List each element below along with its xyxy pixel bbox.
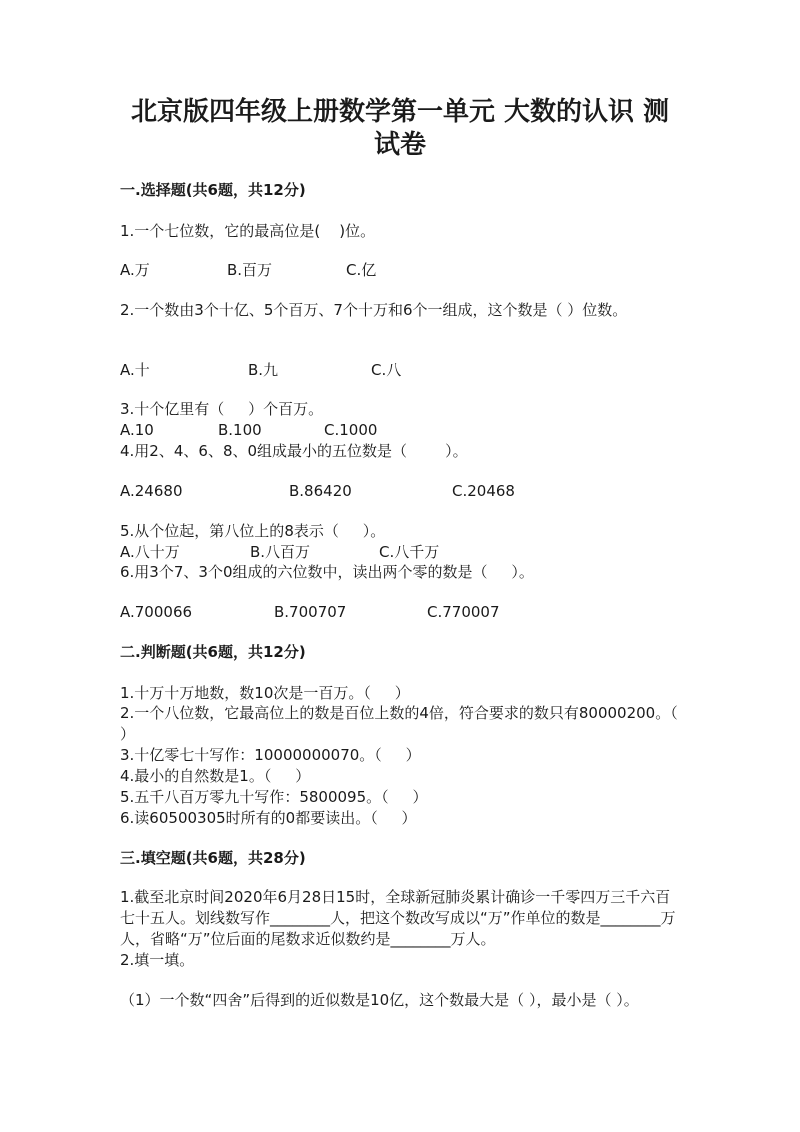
- question-text: 5.从个位起，第八位上的8表示（ ）。: [120, 522, 386, 540]
- option-b: B.100: [218, 421, 262, 439]
- question-text: 1.十万十万地数，数10次是一百万。（ ）: [120, 684, 410, 702]
- option-b: B.九: [248, 361, 279, 379]
- option-b: B.百万: [227, 261, 273, 279]
- option-c: C.亿: [346, 261, 377, 279]
- question-text: 6.用3个7、3个0组成的六位数中，读出两个零的数是（ ）。: [120, 563, 534, 581]
- option-c: C.20468: [452, 482, 515, 500]
- section-heading-judgment: 二.判断题(共6题，共12分): [120, 643, 306, 661]
- question-text: 3.十个亿里有（ ）个百万。: [120, 400, 324, 418]
- page-title: 北京版四年级上册数学第一单元 大数的认识 测试卷: [130, 97, 670, 160]
- question-text: 2.填一填。: [120, 951, 195, 969]
- option-c: C.八千万: [379, 543, 440, 561]
- question-text: 4.用2、4、6、8、0组成最小的五位数是（ ）。: [120, 442, 468, 460]
- option-a: A.700066: [120, 603, 193, 621]
- option-a: A.万: [120, 261, 150, 279]
- option-c: C.1000: [324, 421, 378, 439]
- question-text: 6.读60500305时所有的0都要读出。（ ）: [120, 809, 417, 827]
- option-a: A.八十万: [120, 543, 180, 561]
- question-text: 4.最小的自然数是1。（ ）: [120, 767, 311, 785]
- question-text: 1.截至北京时间2020年6月28日15时，全球新冠肺炎累计确诊一千零四万三千六百七十五人。划线数写作________人，把这个数改写成以“万”作单位的数是________万人，省略“万”位后面的尾数求近似数约是________万人。: [120, 888, 676, 948]
- question-text: 3.十亿零七十写作：10000000070。（ ）: [120, 746, 421, 764]
- option-b: B.700707: [274, 603, 347, 621]
- question-text: （1）一个数“四舍”后得到的近似数是10亿，这个数最大是（ ），最小是（ ）。: [120, 991, 639, 1009]
- option-c: C.八: [371, 361, 402, 379]
- question-text: 2.一个数由3个十亿、5个百万、7个十万和6个一组成，这个数是（ ）位数。: [120, 301, 628, 319]
- question-text: 5.五千八百万零九十写作：5800095。（ ）: [120, 788, 428, 806]
- option-a: A.24680: [120, 482, 183, 500]
- option-a: A.10: [120, 421, 154, 439]
- option-b: B.八百万: [250, 543, 311, 561]
- question-text: 2.一个八位数，它最高位上的数是百位上数的4倍，符合要求的数只有80000200。（ ）: [120, 704, 678, 743]
- option-a: A.十: [120, 361, 150, 379]
- section-heading-fill: 三.填空题(共6题，共28分): [120, 849, 306, 867]
- option-c: C.770007: [427, 603, 500, 621]
- section-heading-choice: 一.选择题(共6题，共12分): [120, 181, 306, 199]
- option-b: B.86420: [289, 482, 352, 500]
- question-text: 1.一个七位数，它的最高位是( )位。: [120, 222, 376, 240]
